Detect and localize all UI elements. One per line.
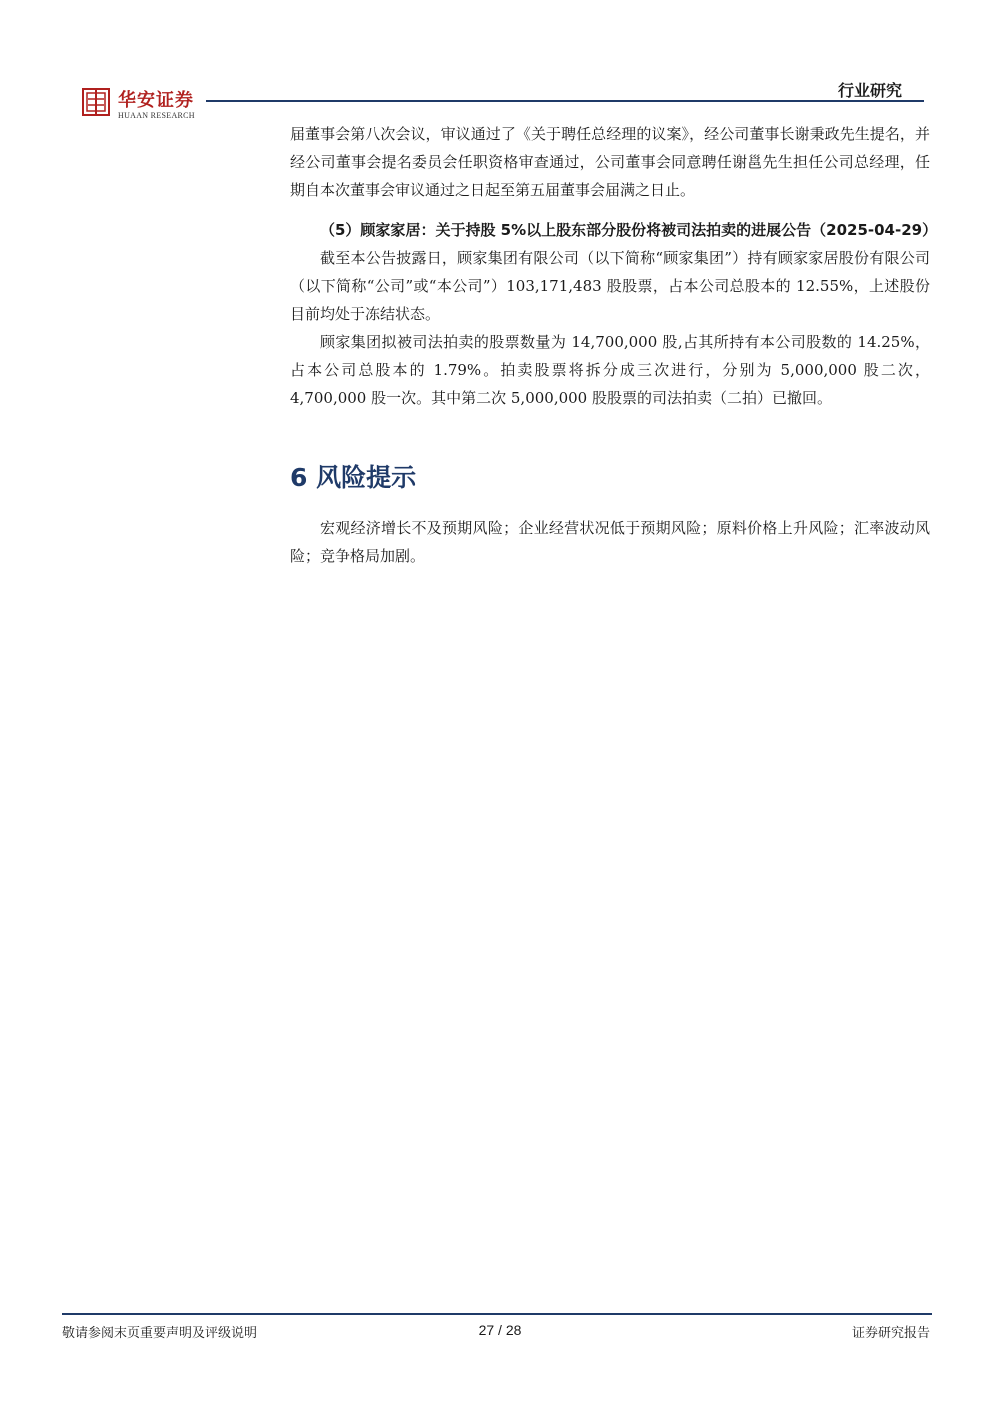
footer-disclaimer: 敬请参阅末页重要声明及评级说明 [62, 1326, 258, 1341]
huaan-logo-icon [82, 88, 110, 116]
section-title-risk: 6 风险提示 [290, 463, 417, 492]
footer-divider [62, 1313, 932, 1315]
header-divider [206, 100, 924, 102]
paragraph-board-meeting: 届董事会第八次会议，审议通过了《关于聘任总经理的议案》，经公司董事长谢秉政先生提名，并经公司董事会提名委员会任职资格审查通过，公司董事会同意聘任谢邕先生担任公司总经理，任期自本次董事会审议通过之日起至第五届董事会届满之日止。 [290, 125, 930, 199]
section-tag: 行业研究 [837, 81, 902, 100]
announcement-heading-5: （5）顾家家居：关于持股 5%以上股东部分股份将被司法拍卖的进展公告（2025-04-29） [320, 221, 938, 239]
page-header [0, 0, 1000, 130]
paragraph-shareholding: 截至本公告披露日，顾家集团有限公司（以下简称“顾家集团”）持有顾家家居股份有限公司（以下简称“公司”或“本公司”）103,171,483 股股票，占本公司总股本的 12.55%，上述股份目前均处于冻结状态。 [290, 249, 930, 323]
logo-text-en: HUAAN RESEARCH [118, 111, 195, 120]
main-content [290, 120, 938, 570]
report-type: 证券研究报告 [851, 1326, 930, 1341]
logo-text-cn: 华安证券 [118, 90, 194, 111]
paragraph-auction: 顾家集团拟被司法拍卖的股票数量为 14,700,000 股,占其所持有本公司股数的 14.25%，占本公司总股本的 1.79%。拍卖股票将拆分成三次进行，分别为 5,000,000 股二次，4,700,000 股一次。其中第二次 5,000,000 股股票的司法拍卖（二拍）已撤回。 [290, 333, 930, 407]
paragraph-risk: 宏观经济增长不及预期风险；企业经营状况低于预期风险；原料价格上升风险；汇率波动风险；竞争格局加剧。 [290, 519, 930, 565]
page-number: 27 / 28 [478, 1322, 522, 1338]
